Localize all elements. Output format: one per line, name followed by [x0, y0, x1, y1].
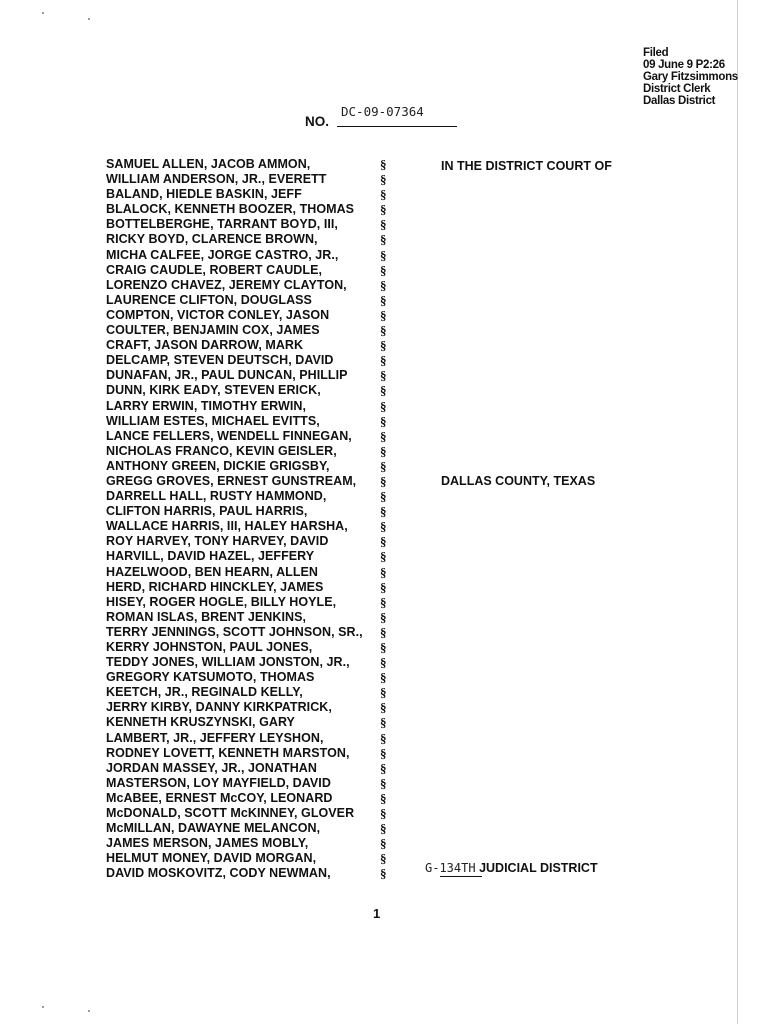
party-name-line: DUNN, KIRK EADY, STEVEN ERICK,: [106, 383, 321, 398]
party-name-line: HARVILL, DAVID HAZEL, JEFFERY: [106, 549, 315, 564]
stamp-date: 09 June 9 P2:26: [643, 59, 725, 71]
party-name-line: CLIFTON HARRIS, PAUL HARRIS,: [106, 504, 308, 519]
party-name-line: LORENZO CHAVEZ, JEREMY CLAYTON,: [106, 277, 347, 292]
section-symbol: §: [380, 549, 387, 565]
filing-stamp: [643, 47, 738, 107]
party-name-line: McMILLAN, DAWAYNE MELANCON,: [106, 821, 321, 836]
section-symbol: §: [380, 489, 387, 505]
section-symbol: §: [380, 473, 387, 489]
party-name-line: HELMUT MONEY, DAVID MORGAN,: [106, 851, 317, 866]
party-name-line: RICKY BOYD, CLARENCE BROWN,: [106, 232, 318, 247]
party-name-line: MASTERSON, LOY MAYFIELD, DAVID: [106, 775, 331, 790]
section-symbol: §: [380, 172, 387, 188]
party-name-line: WILLIAM ANDERSON, JR., EVERETT: [106, 172, 327, 187]
court-caption-line1: IN THE DISTRICT COURT OF: [441, 159, 612, 173]
section-symbol-column: [380, 157, 387, 882]
section-symbol: §: [380, 790, 387, 806]
district-number-handwritten: [425, 861, 476, 875]
scan-speck: [42, 12, 44, 14]
section-symbol: §: [380, 806, 387, 822]
district-number: G-134TH: [425, 861, 476, 875]
party-name-line: MICHA CALFEE, JORGE CASTRO, JR.,: [106, 247, 339, 262]
section-symbol: §: [380, 217, 387, 233]
section-symbol: §: [380, 564, 387, 580]
party-name-line: HISEY, ROGER HOGLE, BILLY HOYLE,: [106, 594, 337, 609]
section-symbol: §: [380, 353, 387, 369]
party-name-line: GREGORY KATSUMOTO, THOMAS: [106, 670, 315, 685]
party-name-line: RODNEY LOVETT, KENNETH MARSTON,: [106, 745, 350, 760]
party-name-line: KENNETH KRUSZYNSKI, GARY: [106, 715, 295, 730]
section-symbol: §: [380, 836, 387, 852]
party-name-line: TERRY JENNINGS, SCOTT JOHNSON, SR.,: [106, 624, 363, 639]
party-name-line: JORDAN MASSEY, JR., JONATHAN: [106, 760, 317, 775]
party-name-line: JAMES MERSON, JAMES MOBLY,: [106, 836, 309, 851]
section-symbol: §: [380, 187, 387, 203]
section-symbol: §: [380, 700, 387, 716]
section-symbol: §: [380, 866, 387, 882]
party-name-line: McDONALD, SCOTT McKINNEY, GLOVER: [106, 806, 355, 821]
stamp-clerk-name: Gary Fitzsimmons: [643, 71, 738, 83]
section-symbol: §: [380, 715, 387, 731]
scan-speck: [88, 1010, 90, 1012]
party-name-line: WALLACE HARRIS, III, HALEY HARSHA,: [106, 519, 348, 534]
section-symbol: §: [380, 443, 387, 459]
stamp-filed: Filed: [643, 47, 669, 59]
party-name-line: LANCE FELLERS, WENDELL FINNEGAN,: [106, 428, 352, 443]
section-symbol: §: [380, 624, 387, 640]
party-name-line: GREGG GROVES, ERNEST GUNSTREAM,: [106, 473, 357, 488]
parties-list: [106, 157, 363, 882]
party-name-line: HAZELWOOD, BEN HEARN, ALLEN: [106, 564, 318, 579]
section-symbol: §: [380, 202, 387, 218]
section-symbol: §: [380, 594, 387, 610]
section-symbol: §: [380, 579, 387, 595]
page-number: 1: [373, 906, 381, 921]
section-symbol: §: [380, 157, 387, 172]
section-symbol: §: [380, 640, 387, 655]
section-symbol: §: [380, 745, 387, 761]
section-symbol: §: [380, 292, 387, 308]
section-symbol: §: [380, 609, 387, 625]
section-symbol: §: [380, 851, 387, 867]
party-name-line: McABEE, ERNEST McCOY, LEONARD: [106, 790, 333, 805]
scan-speck: [42, 1006, 44, 1008]
party-name-line: COMPTON, VICTOR CONLEY, JASON: [106, 307, 330, 322]
section-symbol: §: [380, 247, 387, 263]
party-name-line: HERD, RICHARD HINCKLEY, JAMES: [106, 579, 324, 594]
section-symbol: §: [380, 338, 387, 354]
party-name-line: DUNAFAN, JR., PAUL DUNCAN, PHILLIP: [106, 368, 348, 383]
section-symbol: §: [380, 307, 387, 323]
party-name-line: KEETCH, JR., REGINALD KELLY,: [106, 685, 303, 700]
party-name-line: NICHOLAS FRANCO, KEVIN GEISLER,: [106, 443, 337, 458]
party-name-line: WILLIAM ESTES, MICHAEL EVITTS,: [106, 413, 320, 428]
case-number-value: DC-09-07364: [341, 104, 424, 119]
section-symbol: §: [380, 534, 387, 550]
party-name-line: DELCAMP, STEVEN DEUTSCH, DAVID: [106, 353, 334, 368]
party-name-line: CRAFT, JASON DARROW, MARK: [106, 338, 304, 353]
section-symbol: §: [380, 383, 387, 399]
court-caption-line3: [425, 861, 598, 875]
section-symbol: §: [380, 670, 387, 686]
section-symbol: §: [380, 821, 387, 837]
court-caption-line2: DALLAS COUNTY, TEXAS: [441, 474, 596, 488]
stamp-district: Dallas District: [643, 95, 716, 107]
party-name-line: ROMAN ISLAS, BRENT JENKINS,: [106, 609, 306, 624]
judicial-district-label: JUDICIAL DISTRICT: [479, 861, 598, 875]
section-symbol: §: [380, 760, 387, 776]
section-symbol: §: [380, 262, 387, 278]
party-name-line: BOTTELBERGHE, TARRANT BOYD, III,: [106, 217, 338, 232]
case-number-label: NO.: [305, 114, 330, 129]
party-name-line: JERRY KIRBY, DANNY KIRKPATRICK,: [106, 700, 332, 715]
party-name-line: KERRY JOHNSTON, PAUL JONES,: [106, 640, 313, 654]
section-symbol: §: [380, 655, 387, 671]
party-name-line: CRAIG CAUDLE, ROBERT CAUDLE,: [106, 262, 322, 277]
page-edge-line: [737, 0, 738, 1024]
section-symbol: §: [380, 368, 387, 384]
party-name-line: DARRELL HALL, RUSTY HAMMOND,: [106, 489, 327, 504]
party-name-line: COULTER, BENJAMIN COX, JAMES: [106, 323, 320, 338]
section-symbol: §: [380, 232, 387, 248]
section-symbol: §: [380, 277, 387, 293]
section-symbol: §: [380, 428, 387, 444]
party-name-line: ROY HARVEY, TONY HARVEY, DAVID: [106, 534, 329, 549]
section-symbol: §: [380, 730, 387, 746]
scan-speck: [88, 18, 90, 20]
section-symbol: §: [380, 398, 387, 414]
section-symbol: §: [380, 458, 387, 474]
case-number-underline: [337, 126, 457, 127]
party-name-line: ANTHONY GREEN, DICKIE GRIGSBY,: [106, 458, 330, 473]
party-name-line: SAMUEL ALLEN, JACOB AMMON,: [106, 157, 311, 171]
district-number-underline: [440, 876, 482, 877]
section-symbol: §: [380, 685, 387, 701]
section-symbol: §: [380, 323, 387, 339]
section-symbol: §: [380, 413, 387, 429]
stamp-clerk-title: District Clerk: [643, 83, 711, 95]
party-name-line: TEDDY JONES, WILLIAM JONSTON, JR.,: [106, 655, 350, 670]
party-name-line: LARRY ERWIN, TIMOTHY ERWIN,: [106, 398, 306, 413]
party-name-line: DAVID MOSKOVITZ, CODY NEWMAN,: [106, 866, 331, 881]
party-name-line: BLALOCK, KENNETH BOOZER, THOMAS: [106, 202, 355, 217]
party-name-line: BALAND, HIEDLE BASKIN, JEFF: [106, 187, 302, 202]
party-name-line: LAURENCE CLIFTON, DOUGLASS: [106, 292, 312, 307]
section-symbol: §: [380, 519, 387, 535]
section-symbol: §: [380, 775, 387, 791]
section-symbol: §: [380, 504, 387, 520]
party-name-line: LAMBERT, JR., JEFFERY LEYSHON,: [106, 730, 324, 745]
